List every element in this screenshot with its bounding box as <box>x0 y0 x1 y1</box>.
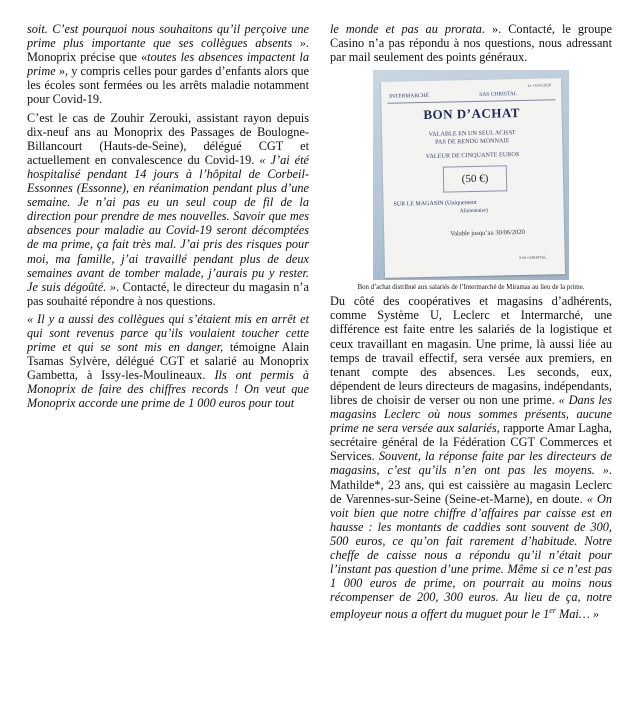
paragraph <box>27 111 309 308</box>
quote-text: « Dans les magasins Leclerc où nous sommes présents, aucune prime ne sera versée aux salariés, <box>330 392 613 436</box>
voucher-line-1: VALABLE EN UN SEUL ACHAT <box>428 129 516 139</box>
voucher-validity: Valable jusqu’au 30/06/2020 <box>450 229 525 238</box>
paragraph <box>330 22 612 64</box>
voucher-line-3: VALEUR DE CINQUANTE EUROS <box>425 151 520 161</box>
voucher-line-2: PAS DE RENDU MONNAIE <box>435 137 510 147</box>
quote-text: le monde et pas au prorata. <box>330 22 486 36</box>
voucher-date: Le 16/03/2020 <box>527 82 552 89</box>
quote-text: Ils ont permis à Monoprix de faire des chiffres records ! On veut que Monoprix accorde une prime de 1 000 euros pour tout <box>27 368 310 411</box>
voucher-title: BON D’ACHAT <box>423 105 521 123</box>
quote-text: Souvent, la réponse faite par les directeurs de magasins, c’est qu’ils n’en ont pas les moyens. » <box>330 449 613 478</box>
paragraph <box>27 22 309 107</box>
voucher-amount: (50 €) <box>443 166 508 193</box>
body-text: rapporte Amar Lagha, secrétaire général de la Fédération CGT Commerces et Services. <box>330 421 612 464</box>
body-text: », y compris celles pour gardes d’enfants alors que les écoles sont fermées ou les arrêts maladie notamment pour Covid-19. <box>27 64 309 107</box>
voucher-stamp: SAS CHRISTAL <box>519 254 547 261</box>
body-text: . Contacté, le directeur du magasin n’a pas souhaité répondre à nos questions. <box>27 279 309 308</box>
right-column <box>330 22 612 626</box>
body-text: Du côté des coopératives et magasins d’adhérents, comme Système U, Leclerc et Intermarché, une différence est faite entre les salariés de la logistique et ceux travaillant en magasin. Une prime, là aussi liée au temps de travail effectif, sera versée aux premiers, en tenant compte des absences. Les seconds, eux, dépendent de leurs directeurs de magasins, indépendants, libres de choisir de verser ou non une prime. <box>330 294 612 407</box>
quote-text: « On voit bien que notre chiffre d’affaires par caisse est en hausse : les montants de caddies sont souvent de 300, 500 euros, ce qu’on fait rarement d’habitude. Notre cheffe de caisse nous a répondu qu’il n’était pour l’instant pas question d’une prime. Même si ce n’est pas 1 000 euros de prime, on pourrait au moins nous récompenser de 200, 300 euros. Au lieu de ça, notre employeur nous a offert du muguet pour le 1 <box>330 491 612 622</box>
body-text: témoigne Alain Tsamas Sylvère, délégué CGT et salarié au Monoprix Gambetta, à Issy-les-Moulineaux. <box>27 340 309 383</box>
quote-text: Mai… » <box>555 607 599 622</box>
quote-text: soit. C’est pourquoi nous souhaitons qu’il perçoive une prime plus importante que ses collègues absents » <box>27 22 309 51</box>
photo-caption: Bon d’achat distribué aux salariés de l’Intermarché de Miramas au lieu de la prime. <box>357 284 585 292</box>
voucher <box>381 78 565 278</box>
voucher-store-detail: Alimentaire) <box>459 207 488 215</box>
quote-text: « Il y a aussi des collègues qui s’étaient mis en arrêt et qui sont revenus parce qu’ils voulaient toucher cette prime et qui se sont mis en danger, <box>27 311 309 355</box>
body-text: . Monoprix précise que « <box>27 36 309 65</box>
superscript: er <box>549 606 556 616</box>
paragraph <box>27 312 309 411</box>
body-text: . Mathilde*, 23 ans, qui est caissière au magasin Leclerc de Varennes-sur-Seine (Seine-et-Marne), en doute. <box>330 463 612 506</box>
voucher-store-name: SAS CHRISTAL <box>479 91 518 99</box>
left-column <box>27 22 309 415</box>
quote-text: « J’ai été hospitalisé pendant 14 jours à l’hôpital de Corbeil-Essonnes (Essonne), en réanimation pendant plus d’une semaine. Je n’ai pas eu un seul coup de fil de la direction pour prendre de mes nouvelles. Savoir que mes absences pour maladie au Covid-19 seront décomptées de ma prime, ça fait très mal. J’ai pris des risques pour moi, ma famille, j’ai travaillé pendant plus de deux semaines avant de tomber malade, j’aurais pu y rester. Je suis dégoûté. » <box>27 152 309 294</box>
body-text: ». Contacté, le groupe Casino n’a pas répondu à nos questions, nous adressant par mail seulement des points généraux. <box>330 22 612 65</box>
quote-text: toutes les absences impactent la prime <box>27 50 309 79</box>
photo-container <box>330 70 612 280</box>
paragraph <box>330 294 612 621</box>
voucher-photo <box>373 70 569 280</box>
voucher-store: SUR LE MAGASIN (Uniquement <box>393 200 477 208</box>
voucher-divider <box>387 100 555 105</box>
voucher-brand: INTERMARCHÉ <box>389 93 430 101</box>
body-text: C’est le cas de Zouhir Zerouki, assistant rayon depuis dix-neuf ans au Monoprix des Passages de Boulogne-Billancourt (Hauts-de-Seine), délégué CGT et actuellement en convalescence du Covid-19. <box>27 110 309 167</box>
